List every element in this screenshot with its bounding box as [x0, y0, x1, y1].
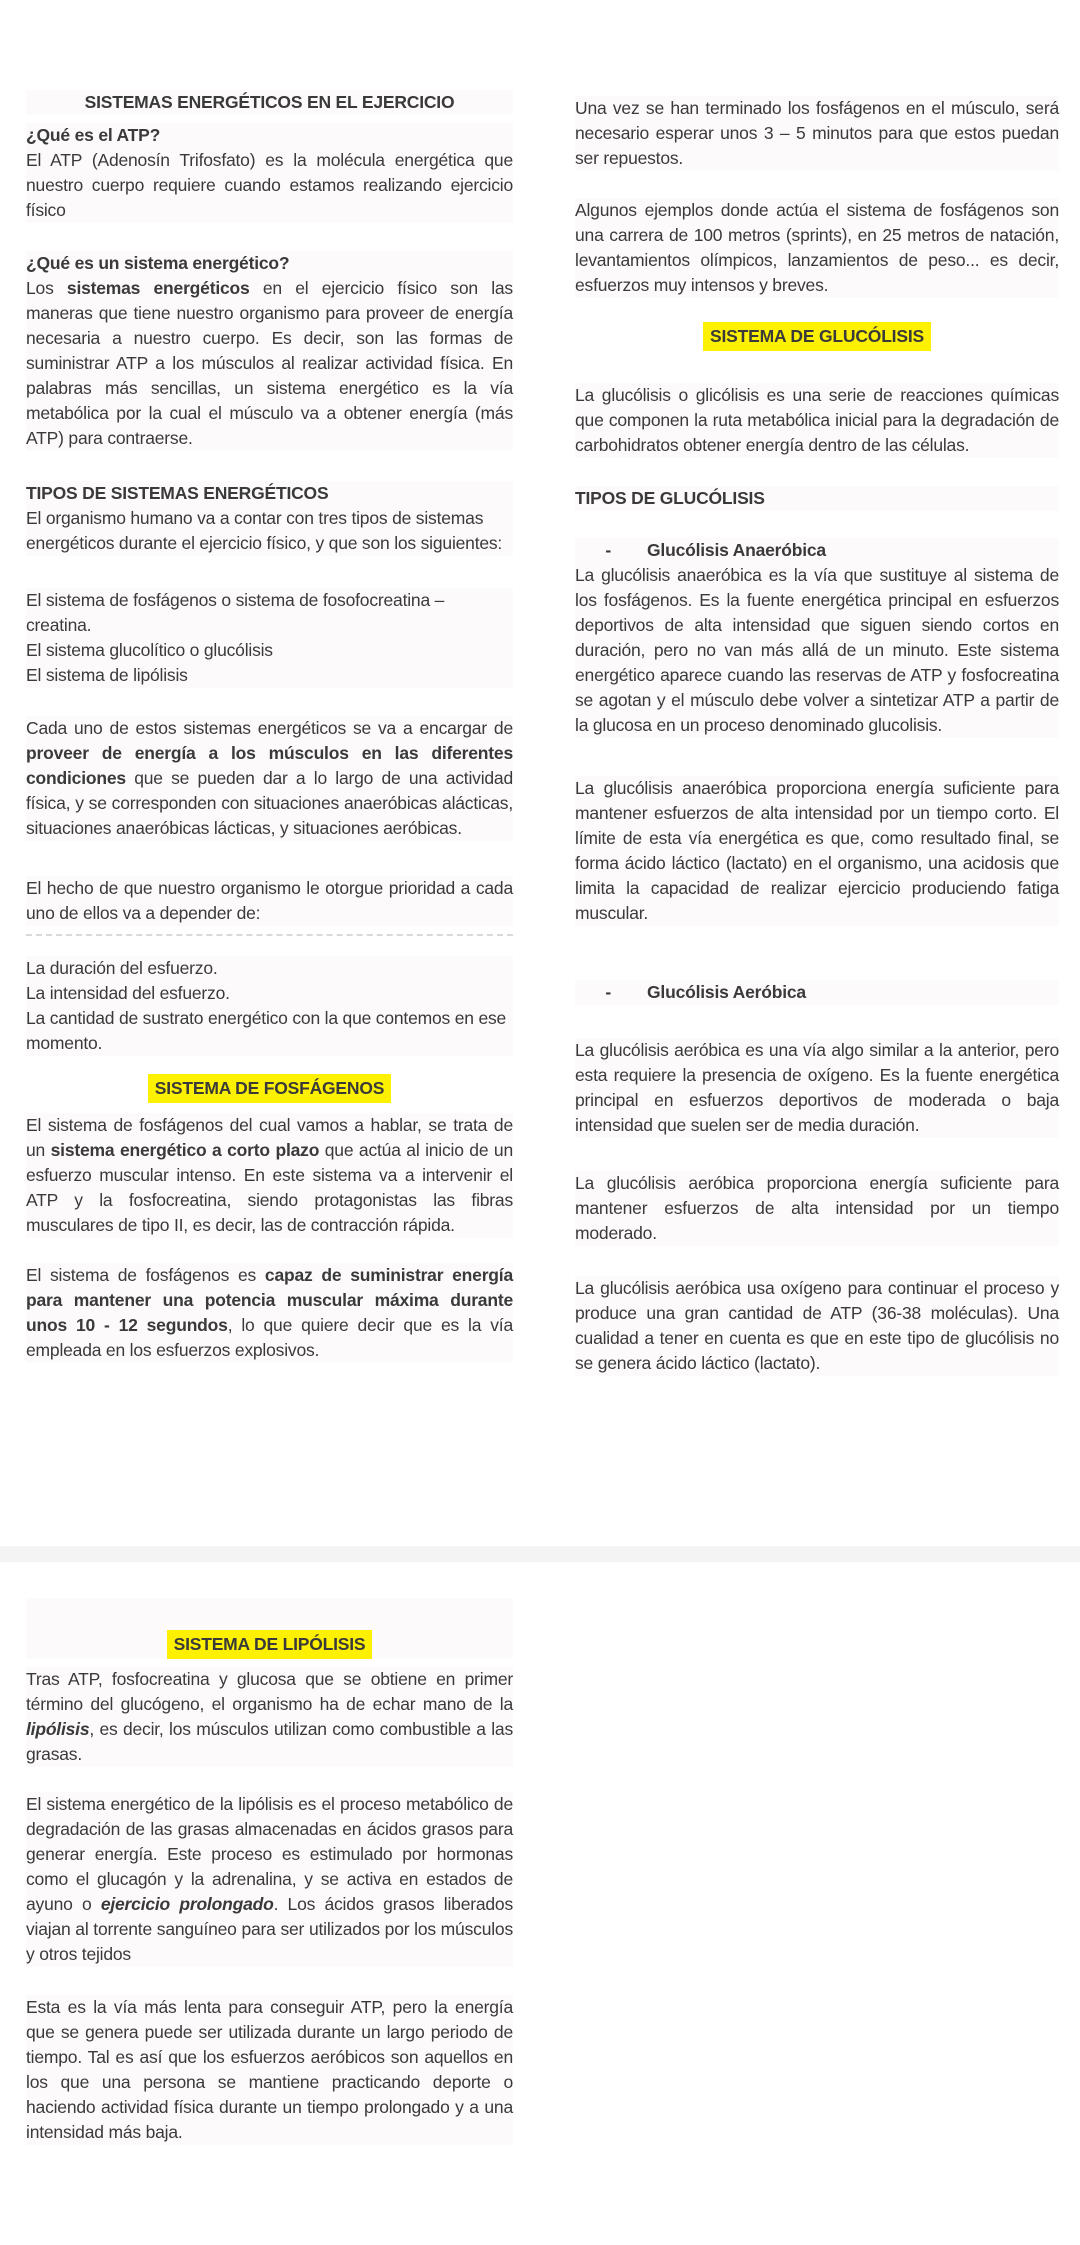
page1-left-column — [26, 90, 513, 1363]
paragraph-aerobica-2: La glucólisis aeróbica proporciona energía suficiente para mantener esfuerzos de alta intensidad por un tiempo moderado. — [575, 1171, 1059, 1246]
heading-sistema-glucolisis-highlight: SISTEMA DE GLUCÓLISIS — [703, 322, 931, 351]
heading-que-es-atp: ¿Qué es el ATP? — [26, 123, 513, 148]
paragraph-anaerobica-1: La glucólisis anaeróbica es la vía que sustituye al sistema de los fosfágenos. Es la fuente energética principal en esfuerzos deportivos de alta intensidad que siguen siendo cortos en duración, pero no van más allá de un minuto. Este sistema energético aparece cuando las reservas de ATP y fosfocreatina se agotan y el músculo debe volver a sintetizar ATP a partir de la glucosa en un proceso denominado glucolisis. — [575, 563, 1059, 738]
list-item: La duración del esfuerzo. — [26, 958, 218, 978]
heading-sistema-lipolisis-wrap — [26, 1598, 513, 1659]
paragraph-sistema-definition: Los sistemas energéticos en el ejercicio físico son las maneras que tiene nuestro organismo para proveer de energía necesaria a nuestro cuerpo. Es decir, son las formas de suministrar ATP a los músculos al realizar actividad física. En palabras más sencillas, un sistema energético es la vía metabólica por la cual el músculo va a obtener energía (más ATP) para contraerse. — [26, 276, 513, 451]
dash-bullet: - — [605, 540, 611, 560]
page-break-separator — [0, 1546, 1080, 1562]
list-factores-depender — [26, 956, 513, 1056]
bullet-glucolisis-anaerobica — [575, 538, 1059, 563]
heading-sistema-fosfagenos-wrap — [26, 1074, 513, 1103]
dashed-divider — [26, 934, 513, 936]
dash-bullet: - — [605, 982, 611, 1002]
heading-sistema-glucolisis-wrap — [575, 322, 1059, 351]
page1-right-column — [575, 96, 1059, 1376]
list-item: El sistema de fosfágenos o sistema de fosofocreatina – creatina. — [26, 590, 445, 635]
paragraph-anaerobica-2: La glucólisis anaeróbica proporciona energía suficiente para mantener esfuerzos de alta intensidad por un tiempo corto. El límite de esta vía energética es que, como resultado final, se forma ácido láctico (lactato) en el organismo, una acidosis que limita la capacidad de realizar ejercicio produciendo fatiga muscular. — [575, 776, 1059, 926]
paragraph-cada-uno: Cada uno de estos sistemas energéticos se va a encargar de proveer de energía a los músculos en las diferentes condiciones que se pueden dar a lo largo de una actividad física, y se corresponden con situaciones anaeróbicas alácticas, situaciones anaeróbicas lácticas, y situaciones aeróbicas. — [26, 716, 513, 841]
list-sistemas-energeticos — [26, 588, 513, 688]
paragraph-fosfagenos-1: El sistema de fosfágenos del cual vamos a hablar, se trata de un sistema energético a corto plazo que actúa al inicio de un esfuerzo muscular intenso. En este sistema va a intervenir el ATP y la fosfocreatina, siendo protagonistas las fibras musculares de tipo II, es decir, las de contracción rápida. — [26, 1113, 513, 1238]
list-item: El sistema glucolítico o glucólisis — [26, 640, 273, 660]
document-title: SISTEMAS ENERGÉTICOS EN EL EJERCICIO — [26, 90, 513, 115]
list-item: El sistema de lipólisis — [26, 665, 188, 685]
list-item: La intensidad del esfuerzo. — [26, 983, 230, 1003]
bullet-label: Glucólisis Aeróbica — [647, 982, 806, 1002]
paragraph-fosfagenos-2: El sistema de fosfágenos es capaz de suministrar energía para mantener una potencia muscular máxima durante unos 10 - 12 segundos, lo que quiere decir que es la vía empleada en los esfuerzos explosivos. — [26, 1263, 513, 1363]
heading-que-es-sistema: ¿Qué es un sistema energético? — [26, 251, 513, 276]
bullet-glucolisis-aerobica — [575, 980, 1059, 1005]
paragraph-lipolisis-2: El sistema energético de la lipólisis es el proceso metabólico de degradación de las grasas almacenadas en ácidos grasos para generar energía. Este proceso es estimulado por hormonas como el glucagón y la adrenalina, y se activa en estados de ayuno o ejercicio prolongado. Los ácidos grasos liberados viajan al torrente sanguíneo para ser utilizados por los músculos y otros tejidos — [26, 1792, 513, 1967]
heading-tipos-glucolisis: TIPOS DE GLUCÓLISIS — [575, 486, 1059, 511]
page2-left-column — [26, 1598, 513, 2145]
paragraph-fosfagenos-ejemplos: Algunos ejemplos donde actúa el sistema de fosfágenos son una carrera de 100 metros (sprints), en 25 metros de natación, levantamientos olímpicos, lanzamientos de peso... es decir, esfuerzos muy intensos y breves. — [575, 198, 1059, 298]
paragraph-tres-tipos: El organismo humano va a contar con tres tipos de sistemas energéticos durante el ejercicio físico, y que son los siguientes: — [26, 506, 513, 556]
paragraph-aerobica-1: La glucólisis aeróbica es una vía algo similar a la anterior, pero esta requiere la presencia de oxígeno. Es la fuente energética principal en esfuerzos deportivos de moderada o baja intensidad que suelen ser de media duración. — [575, 1038, 1059, 1138]
paragraph-otorgue-prioridad: El hecho de que nuestro organismo le otorgue prioridad a cada uno de ellos va a depender de: — [26, 876, 513, 926]
paragraph-atp-definition: El ATP (Adenosín Trifosfato) es la molécula energética que nuestro cuerpo requiere cuando estamos realizando ejercicio físico — [26, 148, 513, 223]
heading-sistema-lipolisis-highlight: SISTEMA DE LIPÓLISIS — [167, 1630, 373, 1659]
paragraph-fosfagenos-reposicion: Una vez se han terminado los fosfágenos en el músculo, será necesario esperar unos 3 – 5 minutos para que estos puedan ser repuestos. — [575, 96, 1059, 171]
bullet-label: Glucólisis Anaeróbica — [647, 540, 826, 560]
paragraph-lipolisis-3: Esta es la vía más lenta para conseguir ATP, pero la energía que se genera puede ser utilizada durante un largo periodo de tiempo. Tal es así que los esfuerzos aeróbicos son aquellos en los que una persona se mantiene practicando deporte o haciendo actividad física durante un tiempo prolongado y a una intensidad más baja. — [26, 1995, 513, 2145]
heading-sistema-fosfagenos-highlight: SISTEMA DE FOSFÁGENOS — [148, 1074, 391, 1103]
paragraph-glucolisis-definition: La glucólisis o glicólisis es una serie de reacciones químicas que componen la ruta metabólica inicial para la degradación de carbohidratos obtener energía dentro de las células. — [575, 383, 1059, 458]
list-item: La cantidad de sustrato energético con la que contemos en ese momento. — [26, 1008, 507, 1053]
paragraph-lipolisis-1: Tras ATP, fosfocreatina y glucosa que se obtiene en primer término del glucógeno, el organismo ha de echar mano de la lipólisis, es decir, los músculos utilizan como combustible a las grasas. — [26, 1667, 513, 1767]
heading-tipos-sistemas: TIPOS DE SISTEMAS ENERGÉTICOS — [26, 481, 513, 506]
paragraph-aerobica-3: La glucólisis aeróbica usa oxígeno para continuar el proceso y produce una gran cantidad de ATP (36-38 moléculas). Una cualidad a tener en cuenta es que en este tipo de glucólisis no se genera ácido láctico (lactato). — [575, 1276, 1059, 1376]
